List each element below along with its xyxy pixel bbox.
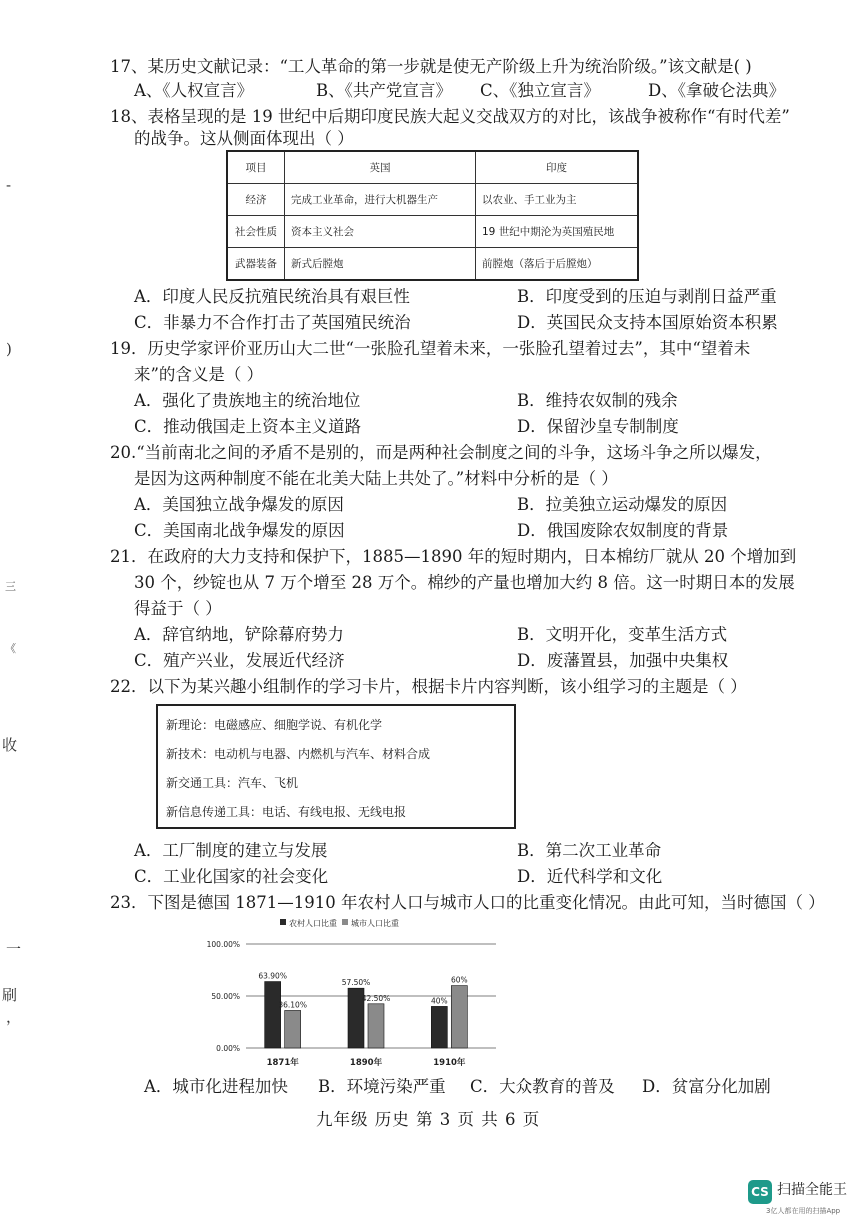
margin-mark: 三 xyxy=(5,580,16,593)
x-tick-label: 1890年 xyxy=(349,1058,383,1068)
q20-option-b: B．拉美独立运动爆发的原因 xyxy=(517,495,728,514)
table-header-cell: 项目 xyxy=(227,151,285,184)
q22-option-a: A．工厂制度的建立与发展 xyxy=(134,841,328,860)
q17-option-c: C、《独立宣言》 xyxy=(480,81,600,100)
margin-mark: - xyxy=(6,176,12,194)
data-label: 40% xyxy=(430,996,448,1006)
question-19-stem-cont: 来”的含义是（ ） xyxy=(134,365,264,384)
data-label: 36.10% xyxy=(278,1000,307,1010)
legend-label: 城市人口比重 xyxy=(351,919,399,928)
table-cell: 武器装备 xyxy=(227,248,285,281)
table-header-cell: 印度 xyxy=(476,151,639,184)
table-row xyxy=(227,184,638,216)
comparison-table xyxy=(226,150,639,281)
table-cell: 新式后膛炮 xyxy=(285,248,476,281)
bar xyxy=(368,1004,384,1048)
watermark-app-name: 扫描全能王 xyxy=(777,1182,847,1198)
data-label: 60% xyxy=(450,975,468,985)
q18-option-c: C．非暴力不合作打击了英国殖民统治 xyxy=(134,313,411,332)
table-cell: 社会性质 xyxy=(227,216,285,248)
question-17-stem: 17、某历史文献记录：“工人革命的第一步就是使无产阶级上升为统治阶级。”该文献是( ) xyxy=(110,57,752,76)
card-line: 新技术：电动机与电器、内燃机与汽车、材料合成 xyxy=(166,747,431,761)
q19-option-c: C．推动俄国走上资本主义道路 xyxy=(134,417,362,436)
q20-option-a: A．美国独立战争爆发的原因 xyxy=(134,495,344,514)
q18-option-b: B．印度受到的压迫与剥削日益严重 xyxy=(517,287,777,306)
table-cell: 资本主义社会 xyxy=(285,216,476,248)
x-tick-label: 1910年 xyxy=(433,1058,466,1068)
table-cell: 前膛炮（落后于后膛炮） xyxy=(476,248,639,281)
table-row xyxy=(227,248,638,281)
legend-swatch xyxy=(342,919,348,925)
card-line: 新交通工具：汽车、飞机 xyxy=(166,776,299,790)
table-header-row xyxy=(227,151,638,184)
table-cell: 19 世纪中期沦为英国殖民地 xyxy=(476,216,639,248)
question-21-stem: 21．在政府的大力支持和保护下，1885—1890 年的短时期内，日本棉纺厂就从 20 个增加到 xyxy=(110,547,797,566)
margin-mark: 一 xyxy=(6,940,22,958)
question-23-stem: 23．下图是德国 1871—1910 年农村人口与城市人口的比重变化情况。由此可知，当时德国（ ） xyxy=(110,893,825,912)
chart-bars xyxy=(258,972,467,1048)
table-header-cell: 英国 xyxy=(285,151,476,184)
q20-option-c: C．美国南北战争爆发的原因 xyxy=(134,521,345,540)
margin-mark: 收 xyxy=(2,736,18,754)
q19-option-a: A．强化了贵族地主的统治地位 xyxy=(134,391,361,410)
question-18-stem-cont: 的战争。这从侧面体现出（ ） xyxy=(134,129,354,148)
question-22-stem: 22．以下为某兴趣小组制作的学习卡片，根据卡片内容判断，该小组学习的主题是（ ） xyxy=(110,677,747,696)
q21-option-a: A．辞官纳地，铲除幕府势力 xyxy=(134,625,344,644)
card-line: 新信息传递工具：电话、有线电报、无线电报 xyxy=(166,805,407,819)
question-19-stem: 19．历史学家评价亚历山大二世“一张脸孔望着未来，一张脸孔望着过去”，其中“望着未 xyxy=(110,339,751,358)
q19-option-b: B．维持农奴制的残余 xyxy=(517,391,678,410)
table-cell: 以农业、手工业为主 xyxy=(476,184,639,216)
question-20-stem-cont: 是因为这两种制度不能在北美大陆上共处了。”材料中分析的是（ ） xyxy=(134,469,618,488)
bar xyxy=(431,1006,447,1048)
table-cell: 经济 xyxy=(227,184,285,216)
y-tick-label: 0.00% xyxy=(216,1044,240,1053)
q21-option-b: B．文明开化，变革生活方式 xyxy=(517,625,728,644)
margin-mark: ) xyxy=(6,340,12,358)
q21-option-c: C．殖产兴业，发展近代经济 xyxy=(134,651,345,670)
table-cell: 完成工业革命，进行大机器生产 xyxy=(285,184,476,216)
data-label: 57.50% xyxy=(341,978,371,988)
legend-swatch xyxy=(280,919,286,925)
margin-mark: 刷 xyxy=(2,986,18,1004)
y-tick-label: 100.00% xyxy=(206,940,240,949)
q17-option-d: D、《拿破仑法典》 xyxy=(648,81,785,100)
q21-option-d: D．废藩置县，加强中央集权 xyxy=(517,651,729,670)
data-label: 63.90% xyxy=(258,971,287,981)
study-card xyxy=(156,704,516,829)
question-18-stem: 18、表格呈现的是 19 世纪中后期印度民族大起义交战双方的对比，该战争被称作“有时代差” xyxy=(110,107,790,126)
q17-option-b: B、《共产党宣言》 xyxy=(316,81,452,100)
y-tick-label: 50.00% xyxy=(211,992,240,1001)
x-tick-label: 1871年 xyxy=(266,1058,299,1068)
q23-option-a: A．城市化进程加快 xyxy=(144,1077,288,1096)
legend-label: 农村人口比重 xyxy=(289,919,337,928)
question-21-stem-cont: 得益于（ ） xyxy=(134,599,222,618)
margin-mark: 《 xyxy=(5,642,16,655)
chart-x-axis-labels xyxy=(267,1057,466,1068)
bar xyxy=(451,986,467,1048)
bar xyxy=(285,1010,301,1048)
q20-option-d: D．俄国废除农奴制度的背景 xyxy=(517,521,729,540)
q22-option-b: B．第二次工业革命 xyxy=(517,841,662,860)
chart-legend xyxy=(280,918,399,928)
margin-mark: ， xyxy=(6,1008,22,1026)
card-line: 新理论：电磁感应、细胞学说、有机化学 xyxy=(166,718,383,732)
q19-option-d: D．保留沙皇专制制度 xyxy=(517,417,679,436)
q23-option-b: B．环境污染严重 xyxy=(318,1077,446,1096)
page-footer: 九年级 历史 第 3 页 共 6 页 xyxy=(316,1110,541,1129)
q23-option-c: C．大众教育的普及 xyxy=(470,1077,615,1096)
q18-option-a: A．印度人民反抗殖民统治具有艰巨性 xyxy=(134,287,410,306)
q22-option-d: D．近代科学和文化 xyxy=(517,867,663,886)
question-21-stem-cont: 30 个，纱锭也从 7 万个增至 28 万个。棉纱的产量也增加大约 8 倍。这一时期日本的发展 xyxy=(134,573,795,592)
watermark-tagline: 3亿人都在用的扫描App xyxy=(766,1207,841,1215)
q23-option-d: D．贫富分化加剧 xyxy=(642,1077,771,1096)
q22-option-c: C．工业化国家的社会变化 xyxy=(134,867,329,886)
q18-option-d: D．英国民众支持本国原始资本积累 xyxy=(517,313,778,332)
q17-option-a: A、《人权宣言》 xyxy=(134,81,254,100)
bar xyxy=(265,982,281,1048)
question-20-stem: 20.“当前南北之间的矛盾不是别的，而是两种社会制度之间的斗争，这场斗争之所以爆发， xyxy=(110,443,772,462)
camscanner-logo-icon: CS xyxy=(748,1180,772,1204)
table-row xyxy=(227,216,638,248)
population-bar-chart xyxy=(196,914,506,1072)
data-label: 42.50% xyxy=(361,993,391,1003)
